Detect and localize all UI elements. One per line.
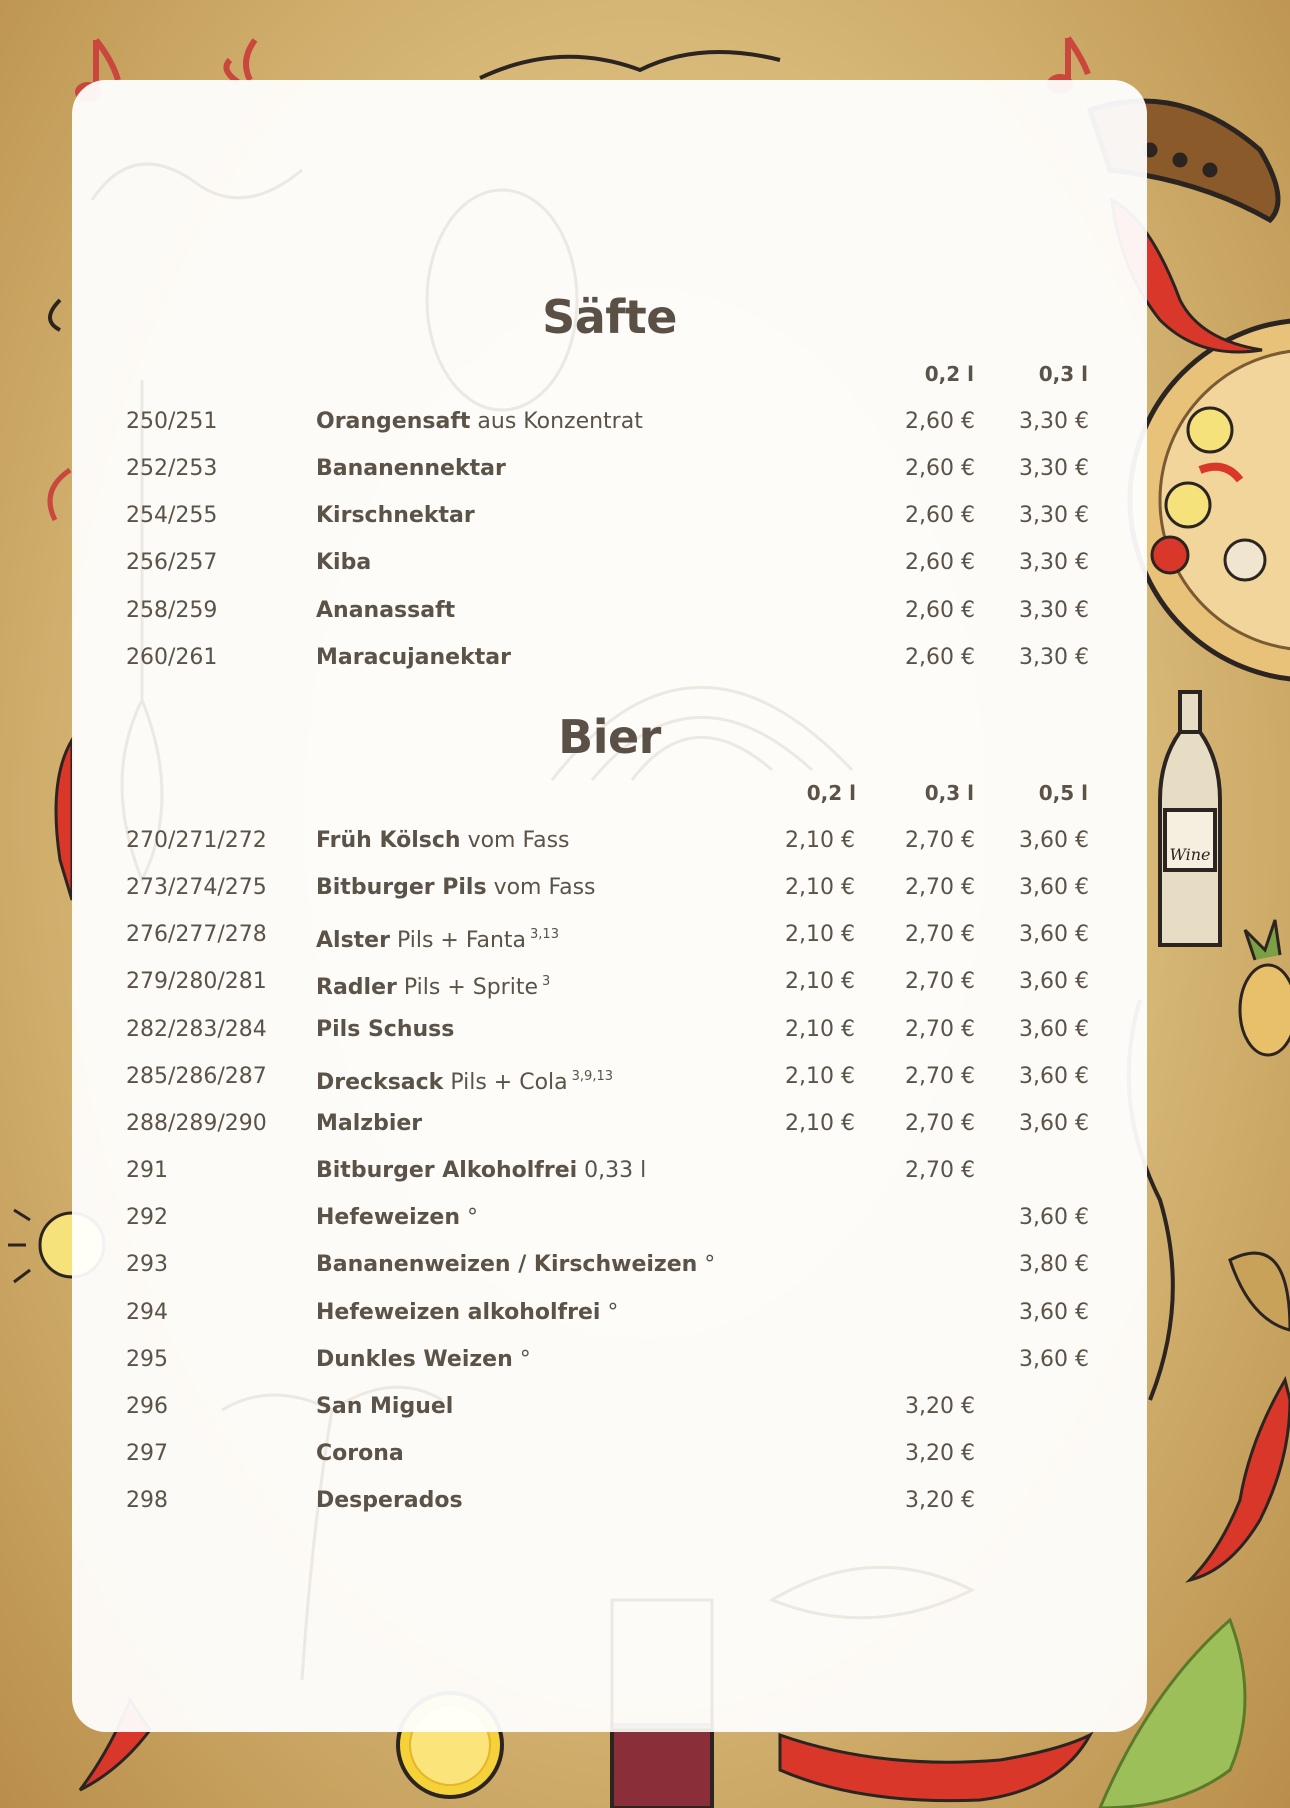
item-number: 297 xyxy=(126,1440,168,1466)
menu-item-row xyxy=(72,499,1147,533)
wine-label-text: Wine xyxy=(1169,845,1211,864)
item-number: 252/253 xyxy=(126,456,218,482)
item-name xyxy=(316,1154,646,1188)
item-name-bold: Desperados xyxy=(316,1488,463,1514)
item-name-bold: Ananassaft xyxy=(316,597,456,623)
item-name xyxy=(316,824,570,858)
item-number: 256/257 xyxy=(126,550,218,576)
item-name xyxy=(316,965,550,1005)
item-price: 2,60 € xyxy=(905,550,975,576)
item-name-detail: ° xyxy=(512,1346,531,1372)
item-price: 2,60 € xyxy=(905,456,975,482)
item-name xyxy=(316,546,371,580)
menu-item-row xyxy=(72,546,1147,580)
item-number: 282/283/284 xyxy=(126,1016,267,1042)
item-name xyxy=(316,871,596,905)
item-price: 2,10 € xyxy=(785,875,855,901)
pizza-icon xyxy=(1130,320,1290,680)
item-name-bold: Maracujanektar xyxy=(316,644,511,670)
menu-item-row xyxy=(72,1107,1147,1141)
menu-content xyxy=(72,80,1147,1732)
item-price: 2,70 € xyxy=(905,969,975,995)
menu-card xyxy=(72,80,1147,1732)
item-price: 2,10 € xyxy=(785,969,855,995)
item-price: 2,60 € xyxy=(905,503,975,529)
item-name-bold: Corona xyxy=(316,1440,404,1466)
item-name-detail: Pils + Fanta xyxy=(389,928,527,954)
item-name-bold: San Miguel xyxy=(316,1393,454,1419)
item-price: 3,60 € xyxy=(1019,1346,1089,1372)
item-name-bold: Pils Schuss xyxy=(316,1016,455,1042)
section-title-bier: Bier xyxy=(558,710,661,764)
item-number: 285/286/287 xyxy=(126,1063,267,1089)
menu-item-row xyxy=(72,1390,1147,1424)
item-name-bold: Kirschnektar xyxy=(316,503,475,529)
item-name-bold: Radler xyxy=(316,975,397,1001)
item-number: 260/261 xyxy=(126,644,218,670)
menu-item-row xyxy=(72,871,1147,905)
item-price: 2,70 € xyxy=(905,828,975,853)
item-name-bold: Bitburger Alkoholfrei xyxy=(316,1158,578,1184)
item-name xyxy=(316,499,475,533)
item-name-bold: Kiba xyxy=(316,550,372,576)
item-name-bold: Orangensaft xyxy=(316,409,471,434)
item-name xyxy=(316,641,511,675)
menu-item-row xyxy=(72,1201,1147,1235)
item-name xyxy=(316,1248,715,1282)
menu-item-row xyxy=(72,1154,1147,1188)
item-number: 250/251 xyxy=(126,409,218,434)
menu-item-row xyxy=(72,918,1147,952)
menu-item-row xyxy=(72,452,1147,486)
menu-item-row xyxy=(72,965,1147,999)
item-number: 258/259 xyxy=(126,597,218,623)
item-name-bold: Drecksack xyxy=(316,1069,444,1095)
item-name xyxy=(316,918,559,958)
item-name-bold: Hefeweizen alkoholfrei xyxy=(316,1299,601,1325)
item-name xyxy=(316,1484,463,1518)
item-name xyxy=(316,1060,613,1100)
item-price: 3,60 € xyxy=(1019,969,1089,995)
item-name xyxy=(316,1296,618,1330)
allergen-footnote: 3 xyxy=(542,974,551,990)
item-name-detail: vom Fass xyxy=(486,875,596,901)
music-note-icon xyxy=(226,40,255,82)
size-header: 0,2 l xyxy=(806,781,856,805)
item-price: 3,30 € xyxy=(1019,409,1089,434)
menu-item-row xyxy=(72,641,1147,675)
item-name-bold: Bananenweizen / Kirschweizen xyxy=(316,1252,698,1278)
item-name-bold: Bitburger Pils xyxy=(316,875,487,901)
item-name-detail: Pils + Cola xyxy=(443,1069,568,1095)
pineapple-icon xyxy=(1240,920,1290,1055)
chili-icon xyxy=(780,1735,1090,1801)
item-price: 2,60 € xyxy=(905,644,975,670)
item-name-bold: Alster xyxy=(316,928,390,954)
item-number: 276/277/278 xyxy=(126,922,267,948)
swirl-doodle xyxy=(480,52,780,78)
item-price: 3,60 € xyxy=(1019,1110,1089,1136)
item-price: 2,70 € xyxy=(905,1016,975,1042)
item-name xyxy=(316,1107,422,1141)
item-name-detail: 0,33 l xyxy=(577,1158,647,1184)
item-number: 291 xyxy=(126,1158,168,1184)
menu-item-row xyxy=(72,1060,1147,1094)
item-name-bold: Dunkles Weizen xyxy=(316,1346,513,1372)
size-header: 0,2 l xyxy=(924,362,974,386)
swirl-doodle xyxy=(50,470,70,520)
size-header: 0,3 l xyxy=(1038,362,1088,386)
item-name xyxy=(316,1390,453,1424)
item-price: 3,60 € xyxy=(1019,922,1089,948)
menu-item-row xyxy=(72,1437,1147,1471)
item-number: 254/255 xyxy=(126,503,218,529)
item-number: 270/271/272 xyxy=(126,828,267,853)
item-name-detail: aus Konzentrat xyxy=(470,409,643,434)
drink-glass-icon xyxy=(612,1725,712,1808)
item-name xyxy=(316,1013,454,1047)
item-price: 3,20 € xyxy=(905,1440,975,1466)
wine-bottle-icon xyxy=(1160,692,1220,945)
size-header: 0,5 l xyxy=(1038,781,1088,805)
item-number: 292 xyxy=(126,1205,168,1231)
item-price: 2,60 € xyxy=(905,597,975,623)
item-name-detail: ° xyxy=(697,1252,716,1278)
item-price: 3,30 € xyxy=(1019,456,1089,482)
item-price: 2,70 € xyxy=(905,922,975,948)
swirl-doodle xyxy=(50,300,60,330)
item-number: 288/289/290 xyxy=(126,1110,267,1136)
item-price: 3,60 € xyxy=(1019,1016,1089,1042)
item-number: 279/280/281 xyxy=(126,969,267,995)
menu-item-row xyxy=(72,1484,1147,1518)
item-name-detail: vom Fass xyxy=(460,828,570,853)
item-name xyxy=(316,405,643,439)
item-name xyxy=(316,452,506,486)
item-price: 2,70 € xyxy=(905,875,975,901)
item-price: 2,70 € xyxy=(905,1110,975,1136)
item-number: 296 xyxy=(126,1393,168,1419)
item-price: 3,30 € xyxy=(1019,597,1089,623)
item-price: 3,30 € xyxy=(1019,644,1089,670)
item-price: 3,60 € xyxy=(1019,1205,1089,1231)
chili-icon xyxy=(1190,1380,1290,1580)
item-price: 2,10 € xyxy=(785,922,855,948)
item-name-bold: Früh Kölsch xyxy=(316,828,461,853)
leaf-icon xyxy=(1230,1253,1290,1330)
section-title-saefte: Säfte xyxy=(542,290,677,344)
menu-item-row xyxy=(72,824,1147,858)
item-number: 295 xyxy=(126,1346,168,1372)
item-price: 3,80 € xyxy=(1019,1252,1089,1278)
item-price: 3,60 € xyxy=(1019,1299,1089,1325)
menu-item-row xyxy=(72,1296,1147,1330)
item-price: 2,70 € xyxy=(905,1063,975,1089)
item-name-bold: Hefeweizen xyxy=(316,1205,460,1231)
item-price: 3,20 € xyxy=(905,1488,975,1514)
item-price: 3,30 € xyxy=(1019,550,1089,576)
item-price: 3,20 € xyxy=(905,1393,975,1419)
chili-icon xyxy=(56,740,72,900)
item-name-bold: Bananennektar xyxy=(316,456,506,482)
item-name-detail: ° xyxy=(600,1299,619,1325)
item-name xyxy=(316,1437,404,1471)
item-price: 2,10 € xyxy=(785,828,855,853)
item-name-detail: ° xyxy=(460,1205,478,1231)
allergen-footnote: 3,13 xyxy=(530,927,559,943)
item-price: 3,30 € xyxy=(1019,503,1089,529)
size-header: 0,3 l xyxy=(924,781,974,805)
allergen-footnote: 3,9,13 xyxy=(571,1068,613,1084)
item-name-detail: Pils + Sprite xyxy=(396,975,538,1001)
item-number: 294 xyxy=(126,1299,168,1325)
item-price: 2,10 € xyxy=(785,1063,855,1089)
item-name xyxy=(316,1343,531,1377)
item-number: 273/274/275 xyxy=(126,875,267,901)
item-price: 3,60 € xyxy=(1019,875,1089,901)
item-number: 298 xyxy=(126,1488,168,1514)
menu-item-row xyxy=(72,1343,1147,1377)
item-price: 3,60 € xyxy=(1019,1063,1089,1089)
item-name xyxy=(316,594,455,628)
item-price: 2,10 € xyxy=(785,1016,855,1042)
item-price: 2,70 € xyxy=(905,1158,975,1184)
item-price: 2,60 € xyxy=(905,409,975,434)
menu-item-row xyxy=(72,1248,1147,1282)
menu-item-row xyxy=(72,1013,1147,1047)
menu-item-row xyxy=(72,405,1147,439)
item-number: 293 xyxy=(126,1252,168,1278)
item-price: 2,10 € xyxy=(785,1110,855,1136)
menu-item-row xyxy=(72,594,1147,628)
item-name-bold: Malzbier xyxy=(316,1110,423,1136)
item-name xyxy=(316,1201,478,1235)
item-price: 3,60 € xyxy=(1019,828,1089,853)
